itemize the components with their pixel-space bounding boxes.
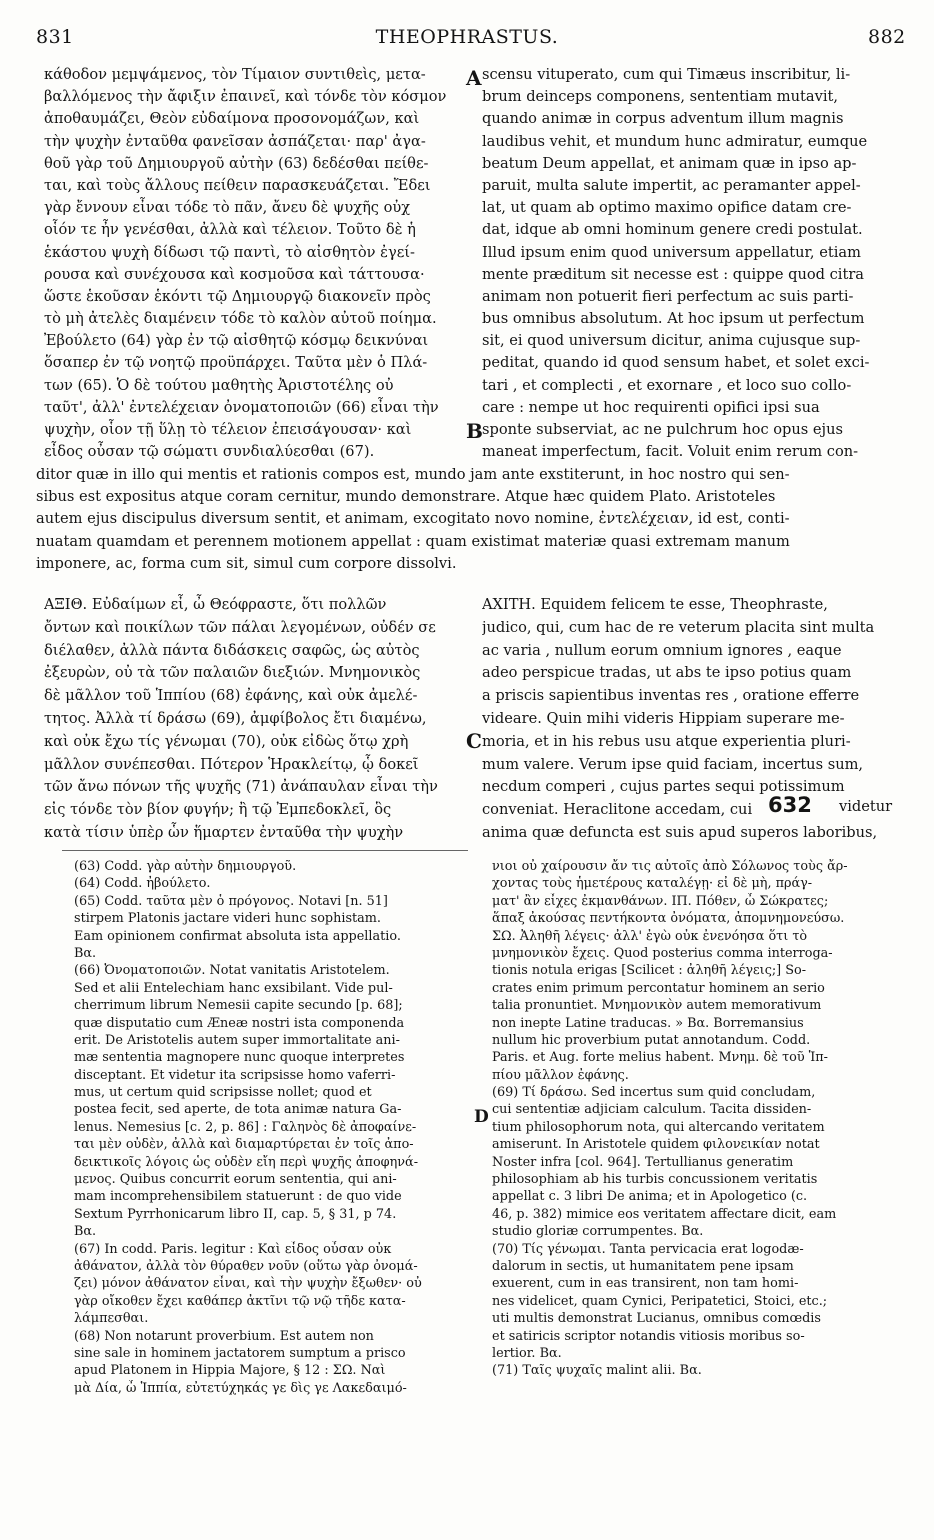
latin-line: maneat imperfectum, facit. Voluit enim rerum con-	[482, 443, 859, 461]
latin-line: sit, ei quod universum dicitur, anima cujusque sup-	[482, 332, 861, 350]
latin-line: adeo perspicue tradas, ut abs te ipso potius quam	[482, 664, 852, 682]
latin-line: mum valere. Verum ipse quid faciam, incertus sum,	[482, 755, 864, 773]
greek-text-middle	[44, 594, 464, 845]
latin-line: bus omnibus absolutum. At hoc ipsum ut perfectum	[482, 310, 865, 328]
greek-line: ἀποθαυμάζει, Θεὸν εὐδαίμονα προσονομάζων, καὶ	[44, 110, 420, 128]
footnote-line: non inepte Latine traducas. » Bα. Borremansius	[492, 1015, 804, 1031]
footnote-line: Bα.	[74, 1224, 97, 1240]
greek-line: εἰς τόνδε τὸν βίον φυγήν; ἢ τῷ Ἐμπεδοκλεῖ, ὃς	[44, 801, 392, 819]
footnote-line: ἅπαξ ἀκούσας πεντήκοντα ὀνόματα, ἀπομνημονεύσω.	[492, 911, 845, 927]
footnote-line: μὰ Δία, ὦ Ἱππία, εὐτετύχηκάς γε δὶς γε Λακεδαιμό-	[74, 1380, 407, 1396]
footnote-line: ἀθάνατον, ἀλλὰ τὸν θύραθεν νοῦν (οὕτω γὰρ ὀνομά-	[74, 1258, 418, 1274]
footnote-line: cherrimum librum Nemesii capite secundo [p. 68];	[74, 998, 403, 1014]
footnote-line: crates enim primum percontatur hominem an serio	[492, 980, 825, 996]
greek-line: τὸ μὴ ἀτελὲς διαμένειν τόδε τὸ καλὸν αὐτοῦ ποίημα.	[44, 310, 437, 328]
footnote-line: tionis notula erigas [Scilicet : ἀληθῆ λέγεις;] So-	[492, 963, 807, 979]
latin-line: care : nempe ut hoc requirenti opifici ipsi sua	[482, 398, 820, 416]
footnote-line: exuerent, cum in eas transirent, non tam homi-	[492, 1276, 799, 1292]
footnote-line: studio gloriæ corrumpentes. Bα.	[492, 1224, 704, 1240]
footnote-line: Eam opinionem confirmat absoluta ista appellatio.	[74, 928, 401, 944]
greek-text-top	[44, 64, 464, 463]
footnote-line: (64) Codd. ἠβούλετο.	[74, 876, 211, 892]
footnote-line: appellat c. 3 libri De anima; et in Apologetico (c.	[492, 1189, 808, 1205]
footnote-line: (63) Codd. γὰρ αὐτὴν δημιουργοῦ.	[74, 859, 297, 874]
greek-line: τῶν ἄνω πόνων τῆς ψυχῆς (71) ἀνάπαυλαν εἶναι τὴν	[44, 778, 438, 796]
latin-line: moria, et in his rebus usu atque experientia pluri-	[482, 732, 851, 750]
greek-line: βαλλόμενος τὴν ἄφιξιν ἐπαινεῖ, καὶ τόνδε τὸν κόσμον	[44, 88, 447, 106]
greek-line: θοῦ γὰρ τοῦ Δημιουργοῦ αὐτὴν (63) δεδέσθαι πείθε-	[44, 154, 429, 172]
footnote-line: ται μὲν οὐδὲν, ἀλλὰ καὶ διαμαρτύρεται ἐν τοῖς ἀπο-	[74, 1137, 414, 1153]
latin-line: necdum comperi , cujus partes sequi potissimum	[482, 778, 845, 796]
latin-line: imponere, ac, forma cum sit, simul cum corpore dissolvi.	[36, 554, 457, 572]
greek-line: εἶδος οὖσαν τῷ σώματι συνδιαλύεσθαι (67).	[44, 443, 375, 461]
footnote-line: talia pronuntiet. Μνημονικὸν autem memorativum	[492, 998, 822, 1014]
latin-line: ac varia , nullum eorum omnium ignores , eaque	[482, 641, 842, 659]
footnote-line: (65) Codd. ταῦτα μὲν ὁ πρόγονος. Notavi [n. 51]	[74, 893, 388, 909]
footnote-line: lenus. Nemesius [c. 2, p. 86] : Γαληνὸς δὲ ἀποφαίνε-	[74, 1119, 417, 1135]
latin-line: sibus est expositus atque coram cernitur, mundo demonstrare. Atque hæc quidem Plato. Aristoteles	[36, 488, 776, 506]
greek-line: τητος. Ἀλλὰ τί δράσω (69), ἀμφίβολος ἔτι διαμένω,	[44, 709, 427, 727]
footnote-line: uti multis demonstrat Lucianus, omnibus comœdis	[492, 1311, 821, 1327]
greek-line: ὅσαπερ ἐν τῷ νοητῷ προϋπάρχει. Ταῦτα μὲν ὁ Πλά-	[44, 354, 428, 372]
footnote-line: (71) Ταῖς ψυχαῖς malint alii. Bα.	[492, 1363, 702, 1379]
greek-line: γὰρ ἔννουν εἶναι τόδε τὸ πᾶν, ἄνευ δὲ ψυχῆς οὐχ	[44, 199, 411, 217]
footnote-line: δεικτικοῖς λόγοις ὡς οὐδὲν εἴη περὶ ψυχῆς ἀποφηνά-	[74, 1154, 419, 1170]
footnote-line: χοντας τοὺς ἡμετέρους καταλέγῃ· εἰ δὲ μὴ, πράγ-	[492, 876, 813, 892]
margin-letter-a: A	[466, 66, 482, 90]
footnote-line: Paris. et Aug. forte melius habent. Μνημ. δὲ τοῦ Ἱπ-	[492, 1050, 828, 1066]
footnote-line: λάμπεσθαι.	[74, 1311, 149, 1327]
footnote-line: tium philosophorum nota, qui altercando veritatem	[492, 1119, 825, 1135]
latin-line: beatum Deum appellat, et animam quæ in ipso ap-	[482, 154, 857, 172]
footnote-line: μνημονικὸν ἔχεις. Quod posterius comma interroga-	[492, 945, 833, 961]
greek-line: κατὰ τίσιν ὑπὲρ ὧν ἥμαρτεν ἐνταῦθα τὴν ψυχὴν	[44, 823, 404, 841]
latin-line: conveniat. Heraclitone accedam, cui	[482, 801, 753, 819]
footnote-line: Sextum Pyrrhonicarum libro II, cap. 5, § 31, p 74.	[74, 1206, 397, 1222]
footnote-line: apud Platonem in Hippia Majore, § 12 : ΣΩ. Ναὶ	[74, 1363, 386, 1379]
latin-line: autem ejus discipulus diversum sentit, et animam, excogitato novo nomine, ἐντελέχειαν, id est, conti-	[36, 510, 790, 528]
latin-line: dat, idque ab omni hominum genere credi postulat.	[482, 221, 863, 239]
column-number-badge: 632	[768, 793, 812, 817]
latin-line: brum deinceps componens, sententiam mutavit,	[482, 88, 839, 106]
footnote-line: amiserunt. In Aristotele quidem φιλονεικίαν notat	[492, 1137, 820, 1153]
greek-line: ψυχὴν, οἷον τῇ ὕλῃ τὸ τέλειον ἐπεισάγουσαν· καὶ	[44, 421, 412, 438]
latin-text-top	[482, 64, 912, 463]
greek-line: μᾶλλον συνέπεσθαι. Πότερον Ἡρακλείτῳ, ᾧ δοκεῖ	[44, 755, 419, 773]
footnote-line: et satiricis scriptor notandis vitiosis moribus so-	[492, 1328, 805, 1344]
latin-line: peditat, quando id quod sensum habet, et solet exci-	[482, 354, 870, 372]
footnote-line: 46, p. 382) mimice eos veritatem affectare dicit, eam	[492, 1206, 837, 1222]
footnote-line: (68) Non notarunt proverbium. Est autem non	[74, 1328, 374, 1344]
footnote-line: stirpem Platonis jactare videri hunc sophistam.	[74, 911, 381, 927]
latin-line: anima quæ defuncta est suis apud superos laboribus,	[482, 823, 878, 841]
footnote-line: μενος. Quibus concurrit eorum sententia, qui ani-	[74, 1172, 397, 1188]
latin-line: scensu vituperato, cum qui Timæus inscribitur, li-	[482, 66, 851, 83]
footnote-rule	[62, 850, 468, 851]
footnote-line: νιοι οὐ χαίρουσιν ἄν τις αὐτοῖς ἀπὸ Σόλωνος τοὺς ἄρ-	[492, 859, 848, 874]
latin-line: lat, ut quam ab optimo maximo opifice datam cre-	[482, 199, 852, 217]
latin-line: videare. Quin mihi videris Hippiam superare me-	[482, 709, 845, 727]
greek-line: ταῦτ', ἀλλ' ἐντελέχειαν ὀνοματοποιῶν (66) εἶναι τὴν	[44, 398, 439, 416]
footnote-line: ΣΩ. Ἀληθῆ λέγεις· ἀλλ' ἐγὼ οὐκ ἐνενόησα ὅτι τὸ	[492, 928, 808, 944]
greek-line: ὄντων καὶ ποικίλων τῶν πάλαι λεγομένων, οὐδέν σε	[44, 618, 436, 636]
latin-line: animam non potuerit fieri perfectum ac suis parti-	[482, 287, 854, 305]
greek-line: ρουσα καὶ συνέχουσα καὶ κοσμοῦσα καὶ τάττουσα·	[44, 265, 425, 283]
latin-line: quando animæ in corpus adventum illum magnis	[482, 110, 844, 128]
footnote-line: philosophiam ab his turbis concussionem veritatis	[492, 1172, 818, 1188]
footnote-line: (69) Τί δράσω. Sed incertus sum quid concludam,	[492, 1085, 816, 1101]
latin-line: a priscis sapientibus inventas res , oratione efferre	[482, 687, 860, 705]
footnote-line: erit. De Aristotelis autem super immortalitate ani-	[74, 1032, 400, 1048]
latin-text-full-width	[36, 464, 908, 575]
latin-middle-tail: videtur	[839, 798, 893, 815]
running-title: THEOPHRASTUS.	[375, 26, 559, 48]
margin-letter-c: C	[466, 729, 482, 753]
latin-line: mente præditum sit necesse est : quippe quod citra	[482, 265, 865, 283]
greek-line: καὶ οὐκ ἔχω τίς γένωμαι (70), οὐκ εἰδὼς ὅτῳ χρὴ	[44, 732, 409, 750]
greek-line: δὲ μᾶλλον τοῦ Ἱππίου (68) ἐφάνης, καὶ οὐκ ἀμελέ-	[44, 687, 418, 705]
footnotes-right	[492, 858, 912, 1380]
footnote-line: (66) Ὀνοματοποιῶν. Notat vanitatis Aristotelem.	[74, 963, 390, 979]
footnote-line: nullum hic proverbium putat annotandum. Codd.	[492, 1032, 811, 1048]
page-number-right: 882	[868, 26, 906, 48]
footnote-line: mam incomprehensibilem statuerunt : de quo vide	[74, 1189, 402, 1205]
footnote-line: Bα.	[74, 945, 97, 961]
greek-line: των (65). Ὁ δὲ τούτου μαθητὴς Ἀριστοτέλης οὐ	[44, 376, 394, 394]
footnote-line: lertior. Bα.	[492, 1345, 562, 1361]
greek-line: τὴν ψυχὴν ἐνταῦθα φανεῖσαν ἀσπάζεται· παρ' ἀγα-	[44, 132, 426, 150]
footnote-line: disceptant. Et videtur ita scripsisse homo vaferri-	[74, 1067, 396, 1083]
footnote-line: πίου μᾶλλον ἐφάνης.	[492, 1067, 629, 1083]
greek-line: ἑκάστου ψυχὴ δίδωσι τῷ παντὶ, τὸ αἰσθητὸν ἐγεί-	[44, 243, 415, 261]
latin-line: judico, qui, cum hac de re veterum placita sint multa	[482, 618, 875, 636]
latin-line: sponte subserviat, ac ne pulchrum hoc opus ejus	[482, 421, 843, 438]
latin-line: ditor quæ in illo qui mentis et rationis compos est, mundo jam ante exstiterunt, in hoc nostro qui sen-	[36, 466, 790, 483]
margin-letter-d: D	[474, 1107, 489, 1127]
footnote-line: postea fecit, sed aperte, de tota animæ natura Ga-	[74, 1102, 402, 1118]
latin-line: AXITH. Equidem felicem te esse, Theophraste,	[482, 596, 828, 613]
page-number-left: 831	[36, 26, 74, 48]
footnote-line: Sed et alii Entelechiam hanc exsibilant. Vide pul-	[74, 980, 393, 996]
footnote-line: (67) In codd. Paris. legitur : Καὶ εἶδος οὖσαν οὐκ	[74, 1241, 392, 1257]
footnote-line: nes videlicet, quam Cynici, Peripatetici, Stoici, etc.;	[492, 1293, 828, 1309]
footnote-line: mæ sententia magnopere nunc quoque interpretes	[74, 1050, 405, 1066]
footnote-line: Noster infra [col. 964]. Tertullianus generatim	[492, 1154, 794, 1170]
greek-line: ται, καὶ τοὺς ἄλλους πείθειν παρασκευάζεται. Ἔδει	[44, 176, 431, 194]
greek-line: ὥστε ἑκοῦσαν ἑκόντι τῷ Δημιουργῷ διακονεῖν πρὸς	[44, 287, 431, 305]
footnote-line: ματ' ἂν εἶχες ἐκμανθάνων. ΙΠ. Πόθεν, ὦ Σώκρατες;	[492, 893, 829, 909]
footnote-line: γὰρ οἴκοθεν ἔχει καθάπερ ἀκτῖνι τῷ νῷ τῆδε κατα-	[74, 1293, 406, 1309]
latin-line: laudibus vehit, et mundum hunc admiratur, eumque	[482, 132, 868, 150]
greek-line: ΑΞΙΘ. Εὐδαίμων εἶ, ὦ Θεόφραστε, ὅτι πολλῶν	[44, 596, 387, 613]
greek-line: διέλαθεν, ἀλλὰ πάντα διδάσκεις σαφῶς, ὡς αὐτὸς	[44, 641, 420, 659]
greek-line: ἐξευρὼν, οὐ τὰ τῶν παλαιῶν διεξιών. Μνημονικὸς	[44, 664, 421, 682]
greek-line: οἷόν τε ἦν γενέσθαι, ἀλλὰ καὶ τέλειον. Τοῦτο δὲ ἡ	[44, 221, 416, 239]
greek-line: Ἐβούλετο (64) γὰρ ἐν τῷ αἰσθητῷ κόσμῳ δεικνύναι	[44, 332, 429, 350]
footnote-line: ζει) μόνον ἀθάνατον εἶναι, καὶ τὴν ψυχὴν ἔξωθεν· οὐ	[74, 1276, 422, 1292]
latin-line: tari , et complecti , et exornare , et loco suo collo-	[482, 376, 852, 394]
margin-letter-b: B	[466, 419, 483, 443]
greek-line: κάθοδον μεμψάμενος, τὸν Τίμαιον συντιθεὶς, μετα-	[44, 66, 426, 83]
latin-line: nuatam quamdam et perennem motionem appellat : quam existimat materiæ quasi extremam manum	[36, 532, 790, 550]
footnote-line: mus, ut certum quid scripsisse nollet; quod et	[74, 1085, 372, 1101]
footnote-line: cui sententiæ adjiciam calculum. Tacita dissiden-	[492, 1102, 812, 1118]
latin-line: paruit, multa salute impertit, ac peramanter appel-	[482, 176, 861, 194]
footnote-line: dalorum in sectis, ut humanitatem pene ipsam	[492, 1258, 794, 1274]
latin-line: Illud ipsum enim quod universum appellatur, etiam	[482, 243, 861, 261]
footnote-line: (70) Τίς γένωμαι. Tanta pervicacia erat logodæ-	[492, 1241, 804, 1257]
footnote-line: sine sale in hominem jactatorem sumptum a prisco	[74, 1345, 406, 1361]
footnotes-left	[74, 858, 472, 1397]
footnote-line: quæ disputatio cum Æneæ nostri ista componenda	[74, 1015, 405, 1031]
